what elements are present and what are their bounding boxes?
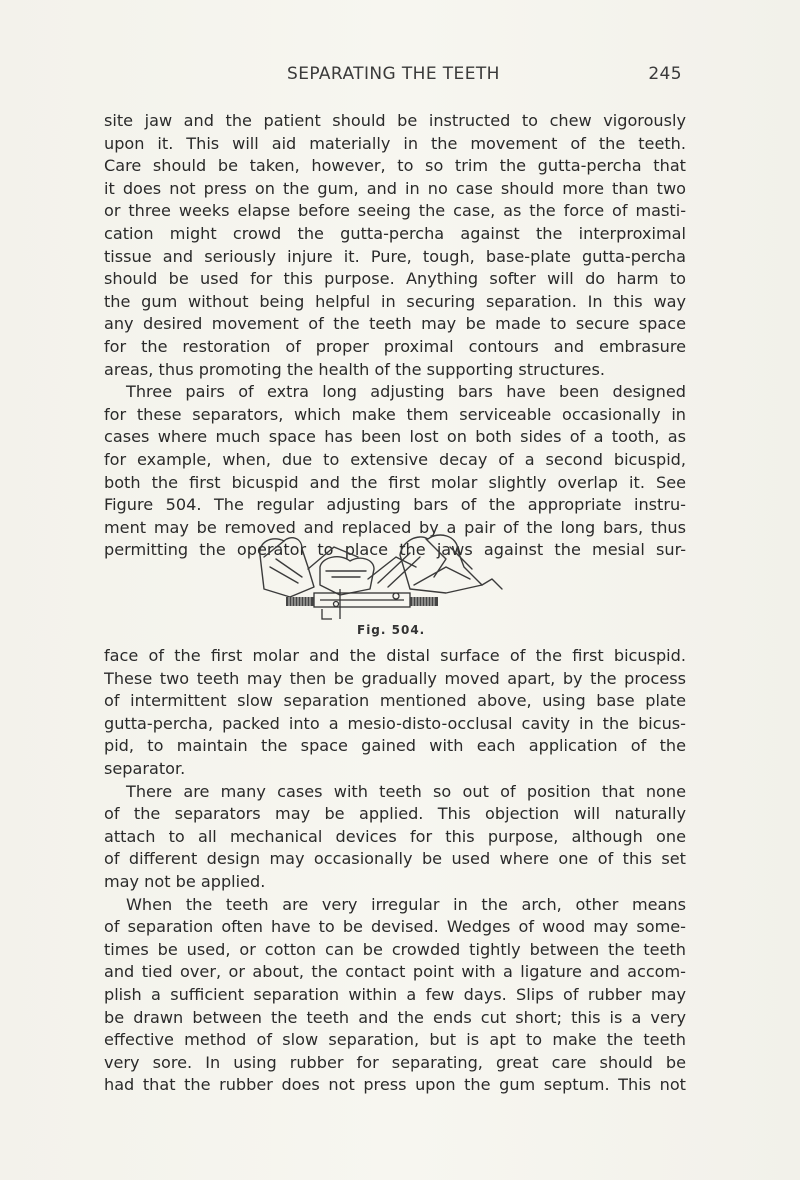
text-line: of different design may occasionally be used where one of this set <box>104 849 686 869</box>
text-line: pid, to maintain the space gained with each application of the <box>104 736 686 756</box>
text-line: times be used, or cotton can be crowded tightly between the teeth <box>104 939 686 959</box>
text-line: attach to all mechanical devices for this purpose, although one <box>104 826 686 846</box>
text-line: very sore. In using rubber for separating, great care should be <box>104 1052 686 1072</box>
page-number: 245 <box>648 64 682 84</box>
text-line: upon it. This will aid materially in the movement of the teeth. <box>104 133 686 153</box>
text-line: the gum without being helpful in securing separation. In this way <box>104 291 686 311</box>
text-line: of separation often have to be devised. Wedges of wood may some- <box>104 917 686 937</box>
text-line: permitting the operator to place the jaws against the mesial sur- <box>104 540 686 560</box>
figure-caption: Fig. 504. <box>357 623 426 637</box>
text-line: separator. <box>104 758 186 778</box>
text-line: both the first bicuspid and the first molar slightly overlap it. See <box>104 472 686 492</box>
text-line: of intermittent slow separation mentioned above, using base plate <box>104 691 686 711</box>
text-line: it does not press on the gum, and in no case should more than two <box>104 178 686 198</box>
text-line: site jaw and the patient should be instructed to chew vigorously <box>104 111 686 130</box>
text-line: and tied over, or about, the contact point with a ligature and accom- <box>104 962 686 982</box>
text-line: be drawn between the teeth and the ends cut short; this is a very <box>104 1007 686 1027</box>
text-line: should be used for this purpose. Anything softer will do harm to <box>104 269 686 289</box>
text-line: effective method of slow separation, but is apt to make the teeth <box>104 1030 686 1050</box>
text-line: cation might crowd the gutta-percha against the interproximal <box>104 223 686 243</box>
text-line: plish a sufficient separation within a few days. Slips of rubber may <box>104 984 686 1004</box>
tooth-center-outline <box>320 557 374 595</box>
text-line: cases where much space has been lost on both sides of a tooth, as <box>104 427 686 447</box>
text-block-lower <box>104 645 686 1097</box>
text-line: areas, thus promoting the health of the supporting structures. <box>104 359 605 379</box>
text-line: Three pairs of extra long adjusting bars have been designed <box>126 382 686 402</box>
text-line: Care should be taken, however, to so trim the gutta-percha that <box>104 156 686 176</box>
text-line: may not be applied. <box>104 871 266 891</box>
text-line: for example, when, due to extensive decay of a second bicuspid, <box>104 449 686 469</box>
text-line: for these separators, which make them serviceable occasionally in <box>104 404 686 424</box>
running-head <box>104 64 682 88</box>
text-line: ment may be removed and replaced by a pair of the long bars, thus <box>104 517 686 537</box>
text-line: had that the rubber does not press upon the gum septum. This not <box>104 1075 686 1095</box>
text-line: Figure 504. The regular adjusting bars of the appropriate instru- <box>104 495 686 515</box>
text-line: any desired movement of the teeth may be made to secure space <box>104 314 686 334</box>
text-line: face of the first molar and the distal surface of the first bicuspid. <box>104 646 686 665</box>
chapter-title: SEPARATING THE TEETH <box>287 64 500 84</box>
text-block-upper <box>104 110 686 562</box>
separator-illustration <box>250 527 520 622</box>
text-line: or three weeks elapse before seeing the case, as the force of masti- <box>104 201 686 221</box>
text-line: gutta-percha, packed into a mesio-disto-occlusal cavity in the bicus- <box>104 713 686 733</box>
text-line: There are many cases with teeth so out of position that none <box>126 781 686 801</box>
text-line: These two teeth may then be gradually moved apart, by the process <box>104 668 686 688</box>
figure-504-illustration <box>250 527 520 637</box>
text-line: for the restoration of proper proximal contours and embrasure <box>104 336 686 356</box>
text-line: tissue and seriously injure it. Pure, tough, base-plate gutta-percha <box>104 246 686 266</box>
text-line: When the teeth are very irregular in the arch, other means <box>126 894 686 914</box>
text-line: of the separators may be applied. This objection will naturally <box>104 804 686 824</box>
